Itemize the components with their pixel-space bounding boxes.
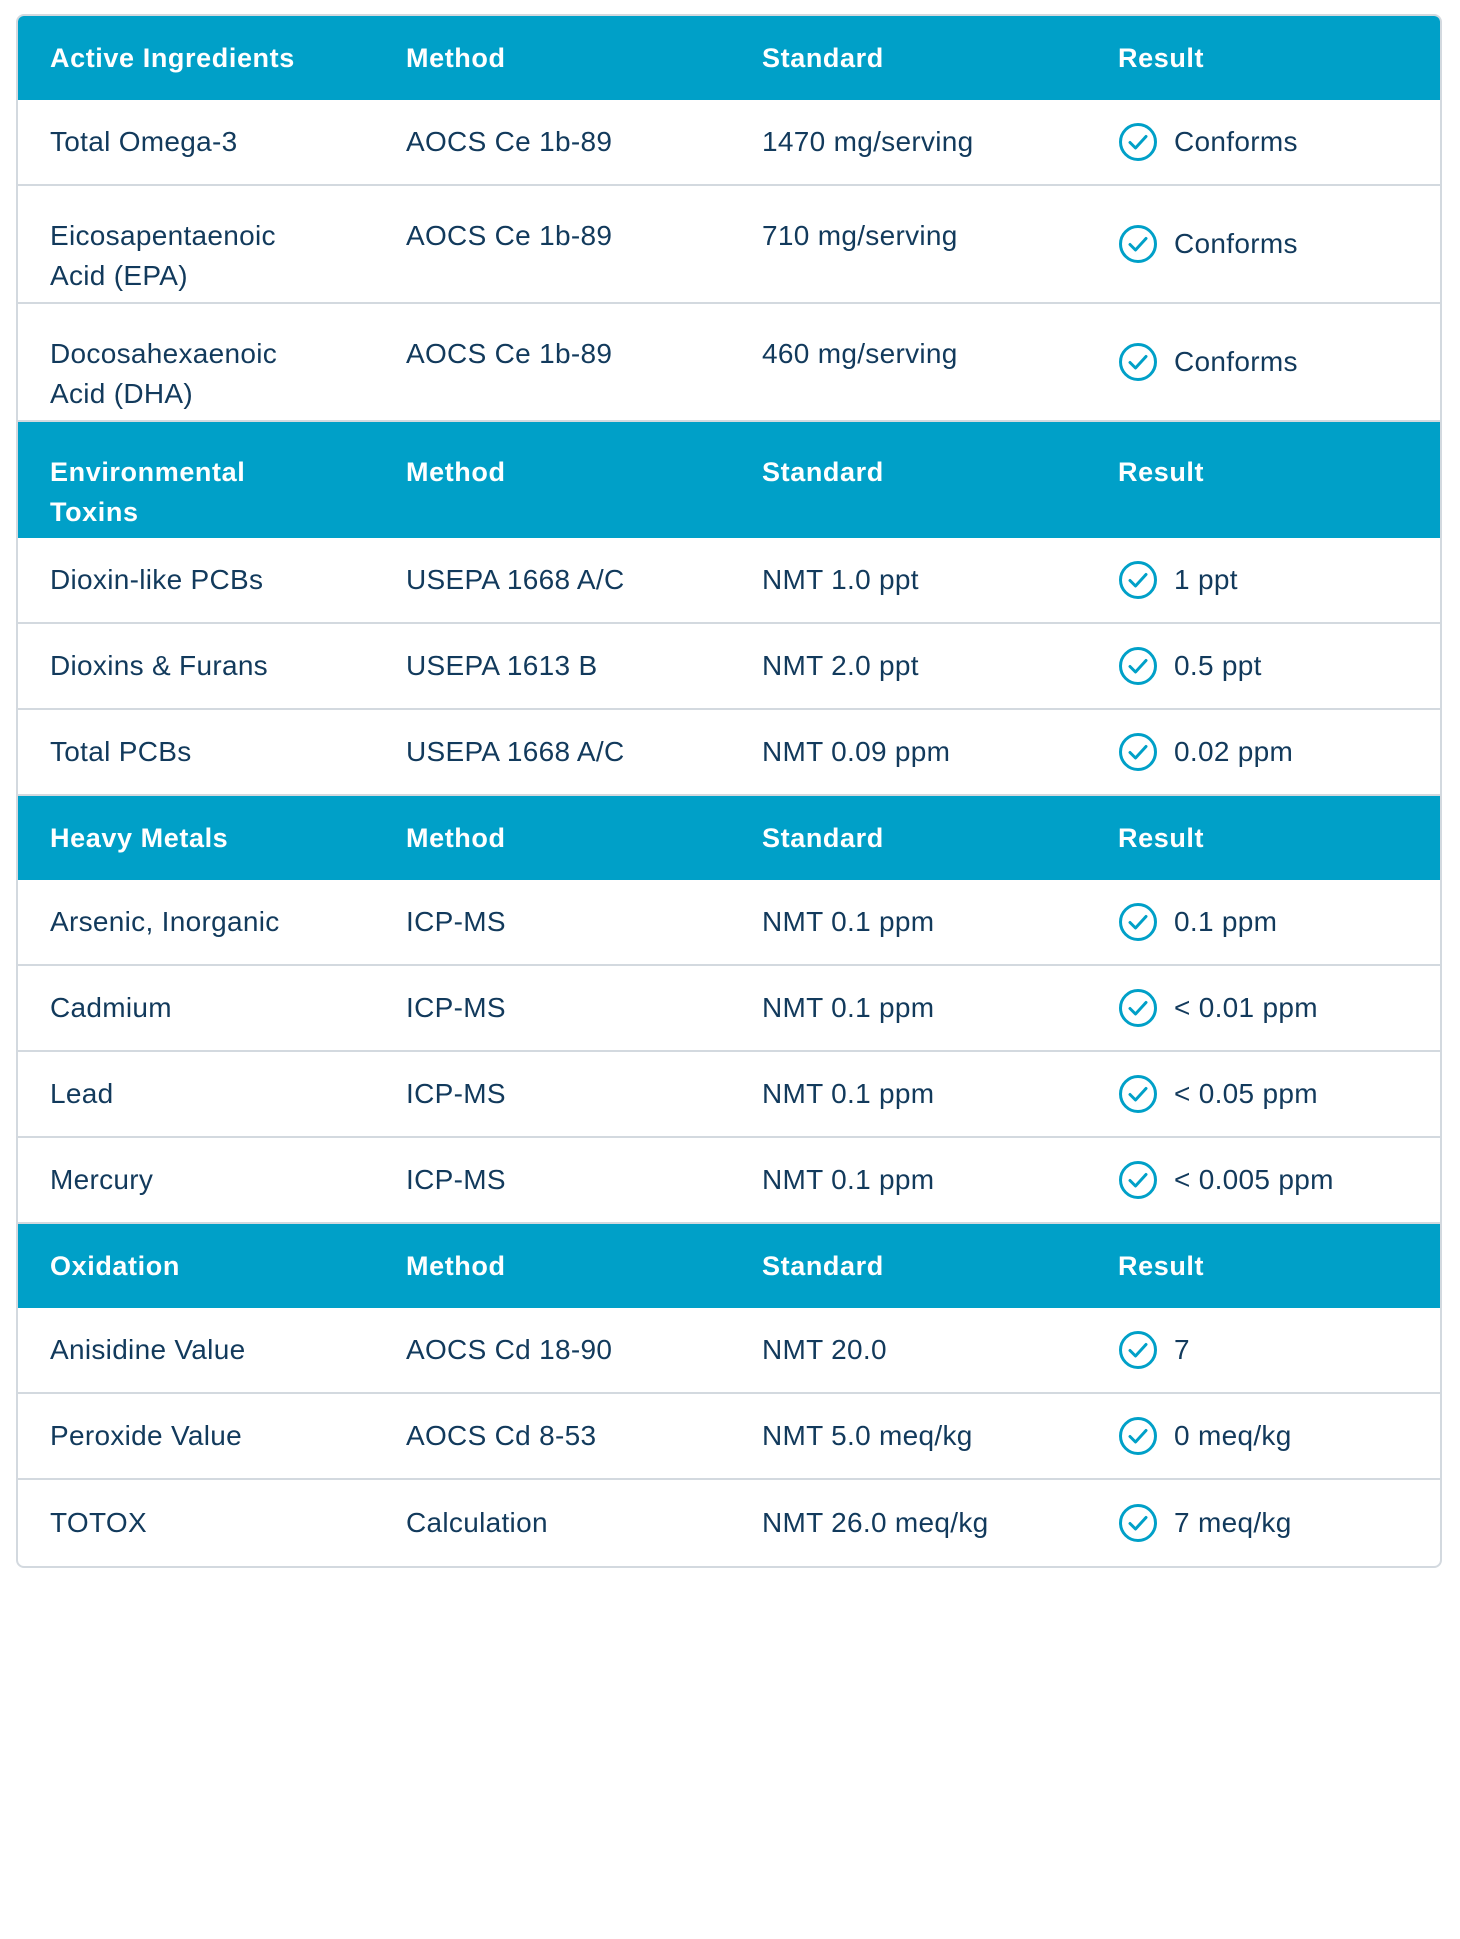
section-header <box>18 1224 1440 1308</box>
table-row <box>18 966 1440 1052</box>
table-row <box>18 304 1440 422</box>
check-circle-icon <box>1118 1160 1158 1200</box>
table-row <box>18 1480 1440 1566</box>
section-header <box>18 796 1440 880</box>
item-name <box>18 1308 374 1392</box>
standard-value: NMT 20.0 <box>762 1334 887 1365</box>
result <box>1118 988 1318 1028</box>
result <box>1118 1074 1318 1114</box>
table-row <box>18 538 1440 624</box>
standard-value: 1470 mg/serving <box>762 126 974 157</box>
result <box>1118 342 1298 382</box>
column-header: Result <box>1118 457 1205 487</box>
column-header: Method <box>406 1251 506 1281</box>
table-row <box>18 1308 1440 1394</box>
table-row <box>18 1138 1440 1224</box>
item-name <box>18 710 374 794</box>
item-name <box>18 538 374 622</box>
method-value: AOCS Ce 1b-89 <box>406 126 613 157</box>
method-cell <box>374 1052 730 1136</box>
method-cell <box>374 1394 730 1478</box>
method-cell <box>374 710 730 794</box>
standard-value: NMT 26.0 meq/kg <box>762 1507 989 1538</box>
check-circle-icon <box>1118 1503 1158 1543</box>
standard-value: 460 mg/serving <box>762 338 958 369</box>
item-name <box>18 100 374 184</box>
standard-cell <box>730 966 1086 1050</box>
method-cell <box>374 624 730 708</box>
result-value: 7 meq/kg <box>1174 1507 1292 1538</box>
result-value: Conforms <box>1174 228 1298 259</box>
standard-cell <box>730 1052 1086 1136</box>
item-name <box>18 624 374 708</box>
name-value: Mercury <box>50 1164 154 1195</box>
result <box>1118 1416 1292 1456</box>
result-value: 0.5 ppt <box>1174 650 1262 681</box>
section-header <box>18 16 1440 100</box>
method-value: ICP-MS <box>406 992 506 1023</box>
result <box>1118 732 1293 772</box>
name-value: Eicosapentaenoic Acid (EPA) <box>50 220 276 291</box>
result-value: Conforms <box>1174 346 1298 377</box>
standard-cell <box>730 100 1086 184</box>
standard-cell <box>730 538 1086 622</box>
standard-value: NMT 0.1 ppm <box>762 992 935 1023</box>
method-value: USEPA 1668 A/C <box>406 564 625 595</box>
table-row <box>18 1394 1440 1480</box>
result <box>1118 902 1277 942</box>
name-value: Total Omega-3 <box>50 126 238 157</box>
name-value: Peroxide Value <box>50 1420 243 1451</box>
check-circle-icon <box>1118 1074 1158 1114</box>
method-value: AOCS Ce 1b-89 <box>406 338 613 369</box>
result-cell <box>1086 710 1440 794</box>
check-circle-icon <box>1118 988 1158 1028</box>
result-cell <box>1086 880 1440 964</box>
check-circle-icon <box>1118 560 1158 600</box>
check-circle-icon <box>1118 646 1158 686</box>
table-row <box>18 100 1440 186</box>
check-circle-icon <box>1118 122 1158 162</box>
method-value: USEPA 1613 B <box>406 650 598 681</box>
method-value: AOCS Cd 8-53 <box>406 1420 597 1451</box>
column-header: Oxidation <box>50 1251 180 1281</box>
standard-cell <box>730 1394 1086 1478</box>
table-row <box>18 880 1440 966</box>
result-cell <box>1086 538 1440 622</box>
result-value: 0 meq/kg <box>1174 1420 1292 1451</box>
check-circle-icon <box>1118 902 1158 942</box>
check-circle-icon <box>1118 1330 1158 1370</box>
result-value: 0.1 ppm <box>1174 906 1278 937</box>
check-circle-icon <box>1118 732 1158 772</box>
column-header: Environmental Toxins <box>50 457 246 527</box>
standard-cell <box>730 1308 1086 1392</box>
result <box>1118 1503 1292 1543</box>
method-value: AOCS Ce 1b-89 <box>406 220 613 251</box>
method-value: ICP-MS <box>406 906 506 937</box>
standard-cell <box>730 880 1086 964</box>
column-header: Result <box>1118 1251 1205 1281</box>
name-value: TOTOX <box>50 1507 147 1538</box>
method-value: Calculation <box>406 1507 548 1538</box>
item-name <box>18 1052 374 1136</box>
result-value: 7 <box>1174 1334 1190 1365</box>
method-cell <box>374 186 730 302</box>
result <box>1118 560 1238 600</box>
result-cell <box>1086 186 1440 302</box>
result-cell <box>1086 966 1440 1050</box>
name-value: Dioxins & Furans <box>50 650 268 681</box>
column-header: Standard <box>762 43 884 73</box>
method-cell <box>374 1138 730 1222</box>
name-value: Docosahexaenoic Acid (DHA) <box>50 338 278 409</box>
result <box>1118 224 1298 264</box>
standard-value: 710 mg/serving <box>762 220 958 251</box>
result-cell <box>1086 624 1440 708</box>
method-cell <box>374 538 730 622</box>
method-cell <box>374 880 730 964</box>
table-row <box>18 1052 1440 1138</box>
item-name <box>18 304 374 420</box>
standard-cell <box>730 1480 1086 1566</box>
column-header: Standard <box>762 457 884 487</box>
result-cell <box>1086 1394 1440 1478</box>
column-header: Standard <box>762 823 884 853</box>
column-header: Result <box>1118 43 1205 73</box>
standard-value: NMT 5.0 meq/kg <box>762 1420 973 1451</box>
name-value: Dioxin-like PCBs <box>50 564 264 595</box>
method-value: AOCS Cd 18-90 <box>406 1334 613 1365</box>
column-header: Result <box>1118 823 1205 853</box>
method-cell <box>374 304 730 420</box>
result-cell <box>1086 1308 1440 1392</box>
check-circle-icon <box>1118 1416 1158 1456</box>
table-row <box>18 186 1440 304</box>
name-value: Cadmium <box>50 992 172 1023</box>
table-row <box>18 624 1440 710</box>
column-header: Method <box>406 823 506 853</box>
result <box>1118 1160 1334 1200</box>
result-cell <box>1086 1138 1440 1222</box>
check-circle-icon <box>1118 224 1158 264</box>
item-name <box>18 1394 374 1478</box>
result-value: < 0.05 ppm <box>1174 1078 1318 1109</box>
check-circle-icon <box>1118 342 1158 382</box>
item-name <box>18 186 374 302</box>
name-value: Arsenic, Inorganic <box>50 906 280 937</box>
method-value: ICP-MS <box>406 1078 506 1109</box>
column-header: Standard <box>762 1251 884 1281</box>
result <box>1118 122 1298 162</box>
standard-value: NMT 1.0 ppt <box>762 564 919 595</box>
item-name <box>18 1138 374 1222</box>
column-header: Heavy Metals <box>50 823 229 853</box>
method-cell <box>374 100 730 184</box>
result-value: Conforms <box>1174 126 1298 157</box>
name-value: Lead <box>50 1078 114 1109</box>
standard-cell <box>730 624 1086 708</box>
result-cell <box>1086 1052 1440 1136</box>
table-row <box>18 710 1440 796</box>
standard-cell <box>730 186 1086 302</box>
item-name <box>18 880 374 964</box>
name-value: Anisidine Value <box>50 1334 246 1365</box>
standard-cell <box>730 710 1086 794</box>
standard-cell <box>730 304 1086 420</box>
method-cell <box>374 966 730 1050</box>
result-value: 0.02 ppm <box>1174 736 1294 767</box>
item-name <box>18 1480 374 1566</box>
standard-value: NMT 0.1 ppm <box>762 1164 935 1195</box>
name-value: Total PCBs <box>50 736 192 767</box>
section-header <box>18 422 1440 538</box>
method-value: ICP-MS <box>406 1164 506 1195</box>
result <box>1118 1330 1190 1370</box>
result <box>1118 646 1262 686</box>
result-cell <box>1086 100 1440 184</box>
standard-value: NMT 0.1 ppm <box>762 906 935 937</box>
result-value: < 0.01 ppm <box>1174 992 1318 1023</box>
result-value: < 0.005 ppm <box>1174 1164 1334 1195</box>
method-value: USEPA 1668 A/C <box>406 736 625 767</box>
result-cell <box>1086 1480 1440 1566</box>
standard-value: NMT 2.0 ppt <box>762 650 919 681</box>
method-cell <box>374 1480 730 1566</box>
test-results-table <box>16 14 1442 1568</box>
result-cell <box>1086 304 1440 420</box>
standard-cell <box>730 1138 1086 1222</box>
column-header: Method <box>406 457 506 487</box>
column-header: Method <box>406 43 506 73</box>
method-cell <box>374 1308 730 1392</box>
standard-value: NMT 0.1 ppm <box>762 1078 935 1109</box>
column-header: Active Ingredients <box>50 43 295 73</box>
item-name <box>18 966 374 1050</box>
standard-value: NMT 0.09 ppm <box>762 736 951 767</box>
result-value: 1 ppt <box>1174 564 1238 595</box>
